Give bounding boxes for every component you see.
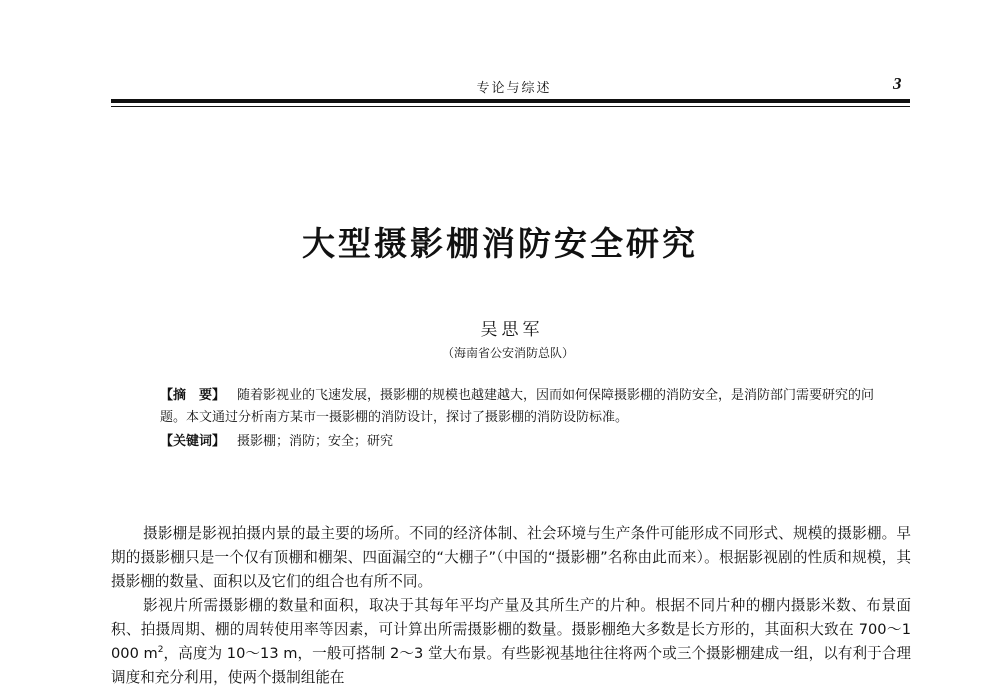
area-unit-exponent: 2: [157, 645, 164, 656]
page-number: 3: [893, 74, 902, 93]
body-paragraph-2-part2: ，高度为 10～13 m，一般可搭制 2～3 堂大布景。有些影视基地往往将两个或三个摄影棚建成一组，以有利于合理调度和充分利用，使两个摄制组能在: [111, 645, 911, 686]
keywords-text: 摄影棚；消防；安全；研究: [237, 434, 394, 449]
author-affiliation: （海南省公安消防总队）: [441, 346, 574, 360]
body-text: [111, 522, 911, 690]
abstract-paragraph: [160, 385, 875, 429]
abstract-block: [160, 385, 875, 453]
abstract-label: 【摘 要】: [160, 388, 226, 403]
keywords-label: 【关键词】: [160, 434, 226, 449]
body-paragraph-1: 摄影棚是影视拍摄内景的最主要的场所。不同的经济体制、社会环境与生产条件可能形成不同形式、规模的摄影棚。早期的摄影棚只是一个仅有顶棚和棚架、四面漏空的“大棚子”（中国的“摄影棚”名称由此而来）。根据影视剧的性质和规模，其摄影棚的数量、面积以及它们的组合也有所不同。: [111, 525, 911, 590]
article-title: 大型摄影棚消防安全研究: [302, 224, 698, 263]
header-rule-thin: [111, 106, 910, 107]
keywords-paragraph: [160, 431, 875, 453]
abstract-text: 随着影视业的飞速发展，摄影棚的规模也越建越大，因而如何保障摄影棚的消防安全，是消防部门需要研究的问题。本文通过分析南方某市一摄影棚的消防设计，探讨了摄影棚的消防设防标准。: [160, 388, 875, 425]
body-paragraph-2-part1: 影视片所需摄影棚的数量和面积，取决于其每年平均产量及其所生产的片种。根据不同片种的棚内摄影米数、布景面积、拍摄周期、棚的周转使用率等因素，可计算出所需摄影棚的数量。摄影棚绝大多数是长方形的，其面积大致在 700～1 000 m: [111, 597, 911, 662]
header-rule-thick: [111, 99, 910, 103]
running-header: 专论与综述: [476, 81, 552, 96]
body-paragraph-2: [111, 594, 911, 690]
author-name: 吴思军: [480, 320, 544, 340]
